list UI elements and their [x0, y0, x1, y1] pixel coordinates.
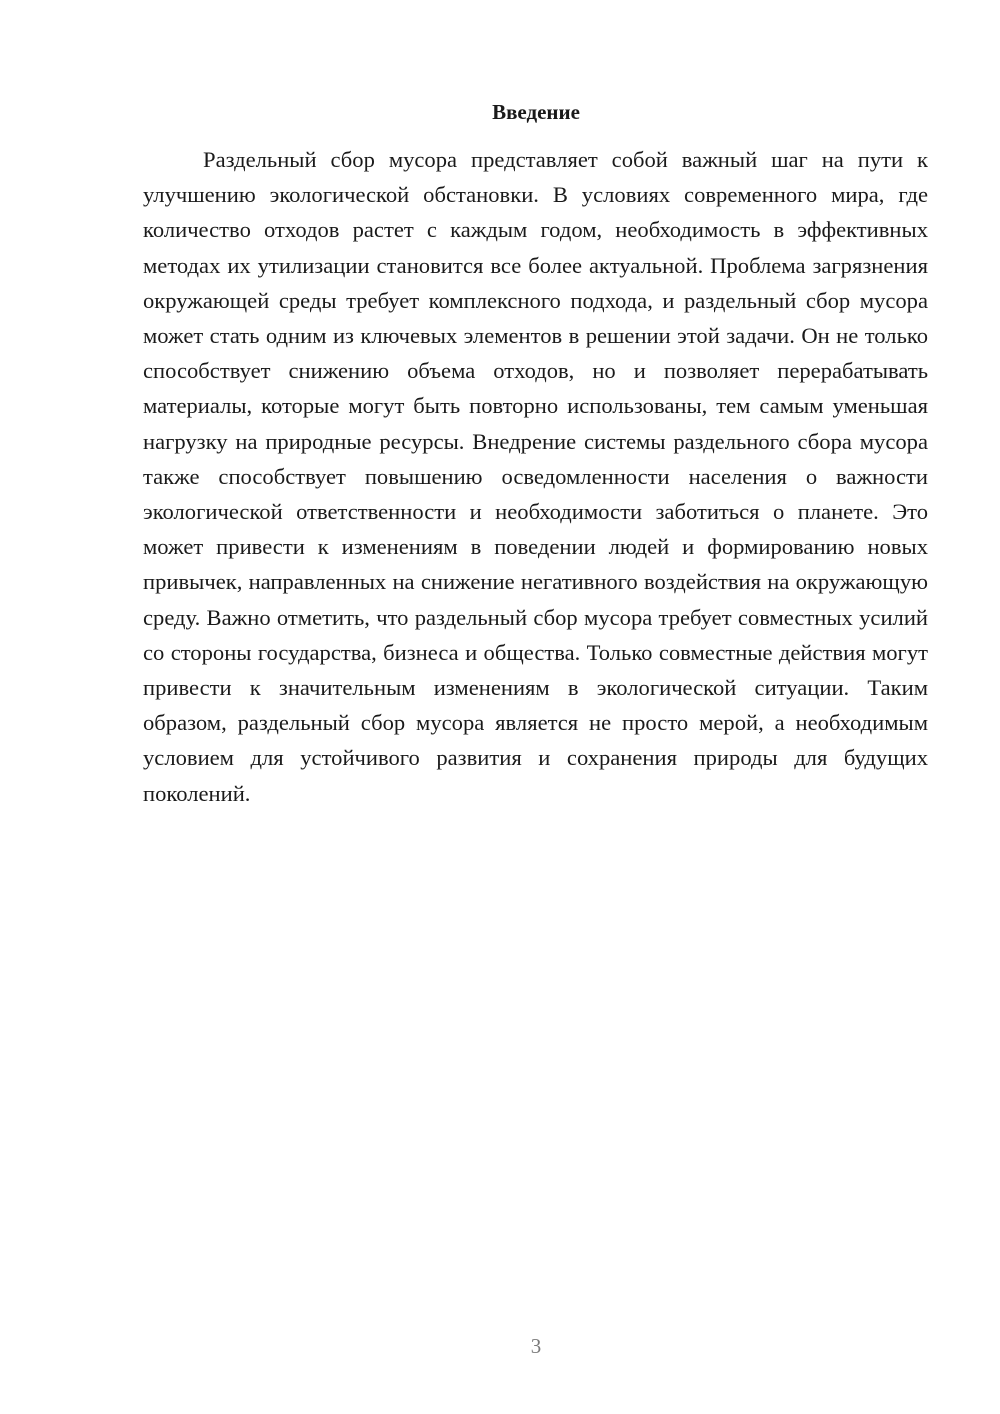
page-number: 3	[530, 1334, 542, 1358]
body-paragraph: Раздельный сбор мусора представляет собой важный шаг на пути к улучшению экологической обстановки. В условиях современного мира, где количество отходов растет с каждым годом, необходимость в эффективных методах их утилизации становится все более актуальной. Проблема загрязнения окружающей среды требует комплексного подхода, и раздельный сбор мусора может стать одним из ключевых элементов в решении этой задачи. Он не только способствует снижению объема отходов, но и позволяет перерабатывать материалы, которые могут быть повторно использованы, тем самым уменьшая нагрузку на природные ресурсы. Внедрение системы раздельного сбора мусора также способствует повышению осведомленности населения о важности экологической ответственности и необходимости заботиться о планете. Это может привести к изменениям в поведении людей и формированию новых привычек, направленных на снижение негативного воздействия на окружающую среду. Важно отметить, что раздельный сбор мусора требует совместных усилий со стороны государства, бизнеса и общества. Только совместные действия могут привести к значительным изменениям в экологической ситуации. Таким образом, раздельный сбор мусора является не просто мерой, а необходимым условием для устойчивого развития и сохранения природы для будущих поколений.	[143, 147, 928, 806]
section-heading: Введение	[492, 100, 580, 124]
